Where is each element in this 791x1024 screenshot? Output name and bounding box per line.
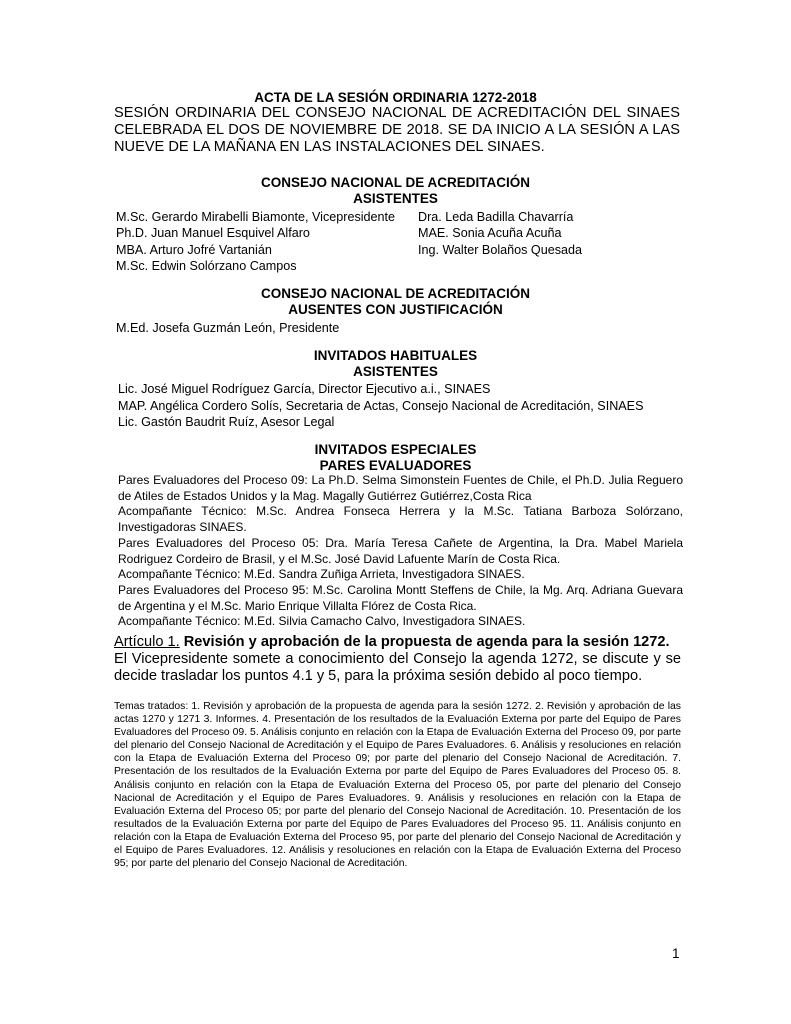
- attendee: Dra. Leda Badilla Chavarría: [418, 210, 574, 224]
- absent-member: M.Ed. Josefa Guzmán León, Presidente: [116, 321, 340, 335]
- usual-guest: Lic. Gastón Baudrit Ruíz, Asesor Legal: [118, 415, 335, 429]
- attendee: M.Sc. Edwin Solórzano Campos: [116, 258, 297, 273]
- attendees-right-column: [418, 209, 678, 258]
- special-guest: Acompañante Técnico: M.Sc. Andrea Fonseca Herrera y la M.Sc. Tatiana Barboza Solórzano, Investigadoras SINAES.: [118, 504, 683, 535]
- special-guests-list: [118, 473, 683, 630]
- usual-guests-subheading: ASISTENTES: [353, 364, 438, 379]
- article-number: Artículo 1.: [114, 634, 180, 650]
- article-heading: Revisión y aprobación de la propuesta de agenda para la sesión 1272.: [183, 634, 670, 650]
- document-title: ACTA DE LA SESIÓN ORDINARIA 1272-2018: [254, 90, 537, 105]
- special-guest: Acompañante Técnico: M.Ed. Silvia Camacho Calvo, Investigadora SINAES.: [118, 614, 526, 629]
- attendee: M.Sc. Gerardo Mirabelli Biamonte, Vicepresidente: [116, 210, 396, 224]
- page-number: 1: [672, 946, 680, 961]
- attendee: MAE. Sonia Acuña Acuña: [418, 226, 562, 241]
- article-body: El Vicepresidente somete a conocimiento del Consejo la agenda 1272, se discute y se decide trasladar los puntos 4.1 y 5, para la próxima sesión debido al poco tiempo.: [114, 651, 681, 684]
- article-1: [114, 634, 681, 685]
- attendee: Ph.D. Juan Manuel Esquivel Alfaro: [116, 226, 310, 241]
- article-title: [114, 634, 681, 651]
- attendee: MBA. Arturo Jofré Vartanián: [116, 242, 272, 257]
- usual-guests-heading: INVITADOS HABITUALES: [313, 348, 478, 363]
- attendees-left-column: [116, 209, 416, 274]
- attendee: Ing. Walter Bolaños Quesada: [418, 242, 583, 257]
- special-guest: Pares Evaluadores del Proceso 05: Dra. María Teresa Cañete de Argentina, la Dra. Mabel Mariela Rodriguez Cordeiro de Brasil, y el M.Sc. José David Lafuente Marín de Costa Rica.: [118, 535, 683, 566]
- absent-heading: AUSENTES CON JUSTIFICACIÓN: [288, 302, 503, 317]
- special-guest: Pares Evaluadores del Proceso 95: M.Sc. Carolina Montt Steffens de Chile, la Mg. Arq. Adriana Guevara de Argentina y el M.Sc. Mario Enrique Villalta Flórez de Costa Rica.: [118, 582, 683, 613]
- topics-summary: Temas tratados: 1. Revisión y aprobación de la propuesta de agenda para la sesión 1272. 2. Revisión y aprobación de las actas 1270 y 1271 3. Informes. 4. Presentación de los resultados de la Evaluación Externa por parte del Equipo de Pares Evaluadores del Proceso 09. 5. Análisis conjunto en relación con la Etapa de Evaluación Externa del Proceso 09, por parte del plenario del Consejo Nacional de Acreditación y el Equipo de Pares Evaluadores. 6. Análisis y resoluciones en relación con la Etapa de Evaluación Externa del Proceso 09; por parte del plenario del Consejo Nacional de Acreditación. 7. Presentación de los resultados de la Evaluación Externa por parte del Equipo de Pares Evaluadores del Proceso 05. 8. Análisis conjunto en relación con la Etapa de Evaluación Externa del Proceso 05, por parte del plenario del Consejo Nacional de Acreditación y el Equipo de Pares Evaluadores. 9. Análisis y resoluciones en relación con la Etapa de Evaluación Externa del Proceso 05; por parte del plenario del Consejo Nacional de Acreditación. 10. Presentación de los resultados de la Evaluación Externa por parte del Equipo de Pares Evaluadores del Proceso 95. 11. Análisis conjunto en relación con la Etapa de Evaluación Externa del Proceso 95, por parte del plenario del Consejo Nacional de Acreditación y el Equipo de Pares Evaluadores. 12. Análisis y resoluciones en relación con la Etapa de Evaluación Externa del Proceso 95; por parte del plenario del Consejo Nacional de Acreditación.: [114, 701, 681, 870]
- attendees-heading: ASISTENTES: [353, 191, 438, 206]
- usual-guest: Lic. José Miguel Rodríguez García, Director Ejecutivo a.i., SINAES: [118, 382, 491, 396]
- council-heading: CONSEJO NACIONAL DE ACREDITACIÓN: [260, 175, 531, 190]
- usual-guests-list: [118, 381, 644, 431]
- special-guests-heading: INVITADOS ESPECIALES: [314, 442, 477, 457]
- council-heading-2: CONSEJO NACIONAL DE ACREDITACIÓN: [260, 286, 531, 301]
- usual-guest: MAP. Angélica Cordero Solís, Secretaria de Actas, Consejo Nacional de Acreditación, SINAES: [118, 398, 644, 413]
- special-guest: Pares Evaluadores del Proceso 09: La Ph.D. Selma Simonstein Fuentes de Chile, el Ph.D. Julia Reguero de Atiles de Estados Unidos y la Mag. Magally Gutiérrez Gutiérrez,Costa Rica: [118, 473, 683, 503]
- session-intro: SESIÓN ORDINARIA DEL CONSEJO NACIONAL DE ACREDITACIÓN DEL SINAES CELEBRADA EL DOS DE NOVIEMBRE DE 2018. SE DA INICIO A LA SESIÓN A LAS NUEVE DE LA MAÑANA EN LAS INSTALACIONES DEL SINAES.: [114, 105, 680, 155]
- special-guest: Acompañante Técnico: M.Ed. Sandra Zuñiga Arrieta, Investigadora SINAES.: [118, 567, 525, 582]
- special-guests-subheading: PARES EVALUADORES: [319, 458, 472, 473]
